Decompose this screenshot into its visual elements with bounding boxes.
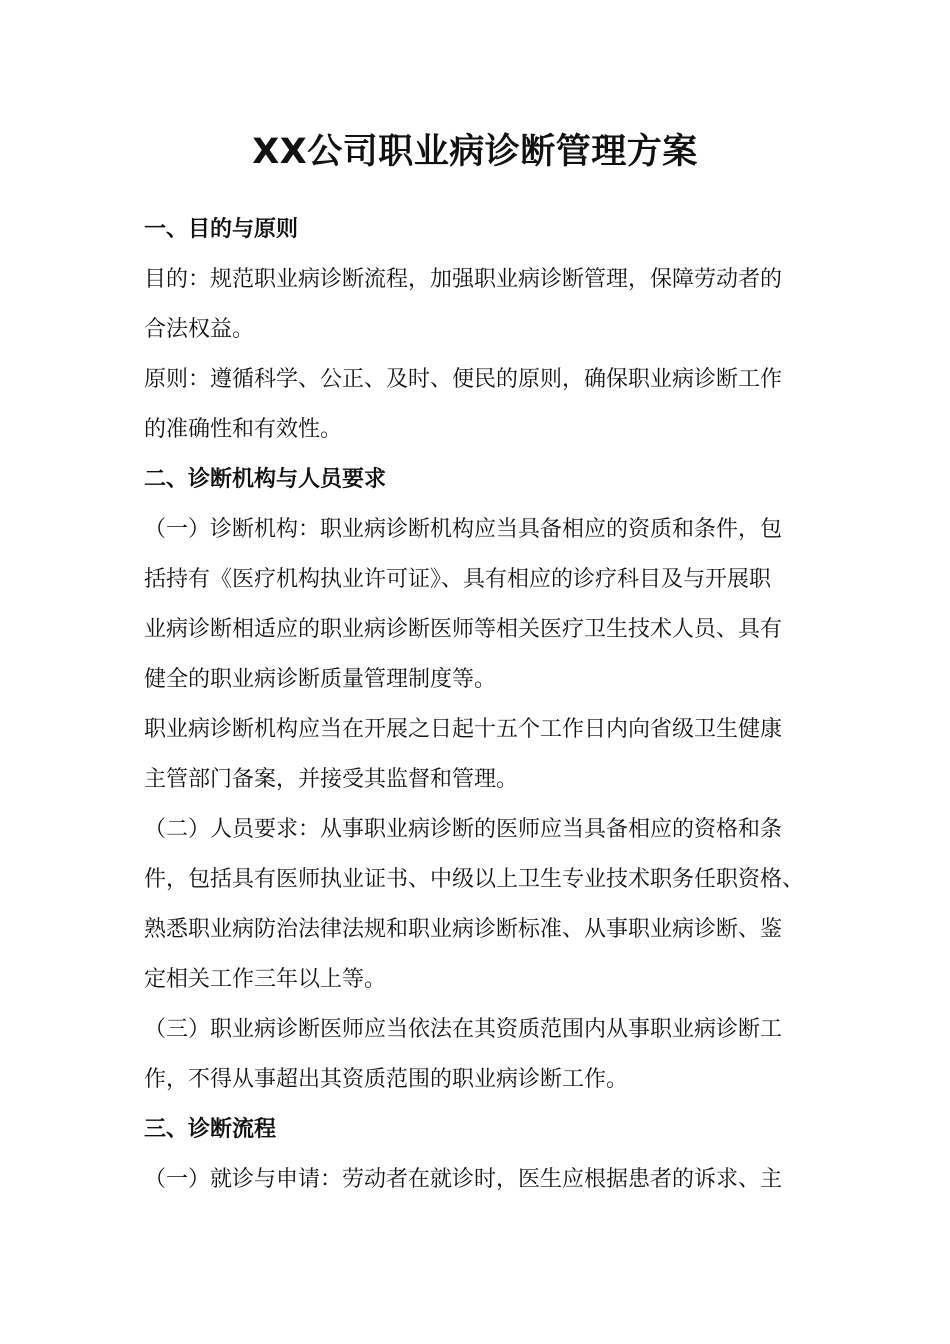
text-line: 的准确性和有效性。 — [144, 417, 343, 442]
text-line: 定相关工作三年以上等。 — [144, 967, 387, 992]
text-line: 职业病诊断机构应当在开展之日起十五个工作日内向省级卫生健康 — [144, 717, 783, 742]
text-line: 业病诊断相适应的职业病诊断医师等相关医疗卫生技术人员、具有 — [144, 617, 783, 642]
text-line: 目的：规范职业病诊断流程，加强职业病诊断管理，保障劳动者的 — [144, 267, 783, 292]
section-heading: 三、诊断流程 — [144, 1117, 277, 1142]
text-line: 熟悉职业病防治法律法规和职业病诊断标准、从事职业病诊断、鉴 — [144, 917, 783, 942]
text-line: 健全的职业病诊断质量管理制度等。 — [144, 667, 497, 692]
text-line: 件，包括具有医师执业证书、中级以上卫生专业技术职务任职资格、 — [144, 867, 805, 892]
text-line: （一）诊断机构：职业病诊断机构应当具备相应的资质和条件，包 — [144, 517, 783, 542]
text-line: （一）就诊与申请：劳动者在就诊时，医生应根据患者的诉求、主 — [144, 1167, 783, 1192]
document-body — [144, 205, 824, 1205]
text-line: （三）职业病诊断医师应当依法在其资质范围内从事职业病诊断工 — [144, 1017, 783, 1042]
text-line: 作，不得从事超出其资质范围的职业病诊断工作。 — [144, 1067, 629, 1092]
section-heading: 二、诊断机构与人员要求 — [144, 467, 387, 492]
text-line: 括持有《医疗机构执业许可证》、具有相应的诊疗科目及与开展职 — [144, 567, 772, 592]
text-line: （二）人员要求：从事职业病诊断的医师应当具备相应的资格和条 — [144, 817, 783, 842]
text-line: 主管部门备案，并接受其监督和管理。 — [144, 767, 519, 792]
section-heading: 一、目的与原则 — [144, 217, 299, 242]
text-line: 合法权益。 — [144, 317, 255, 342]
document-title: XX公司职业病诊断管理方案 — [252, 132, 698, 172]
text-line: 原则：遵循科学、公正、及时、便民的原则，确保职业病诊断工作 — [144, 367, 783, 392]
